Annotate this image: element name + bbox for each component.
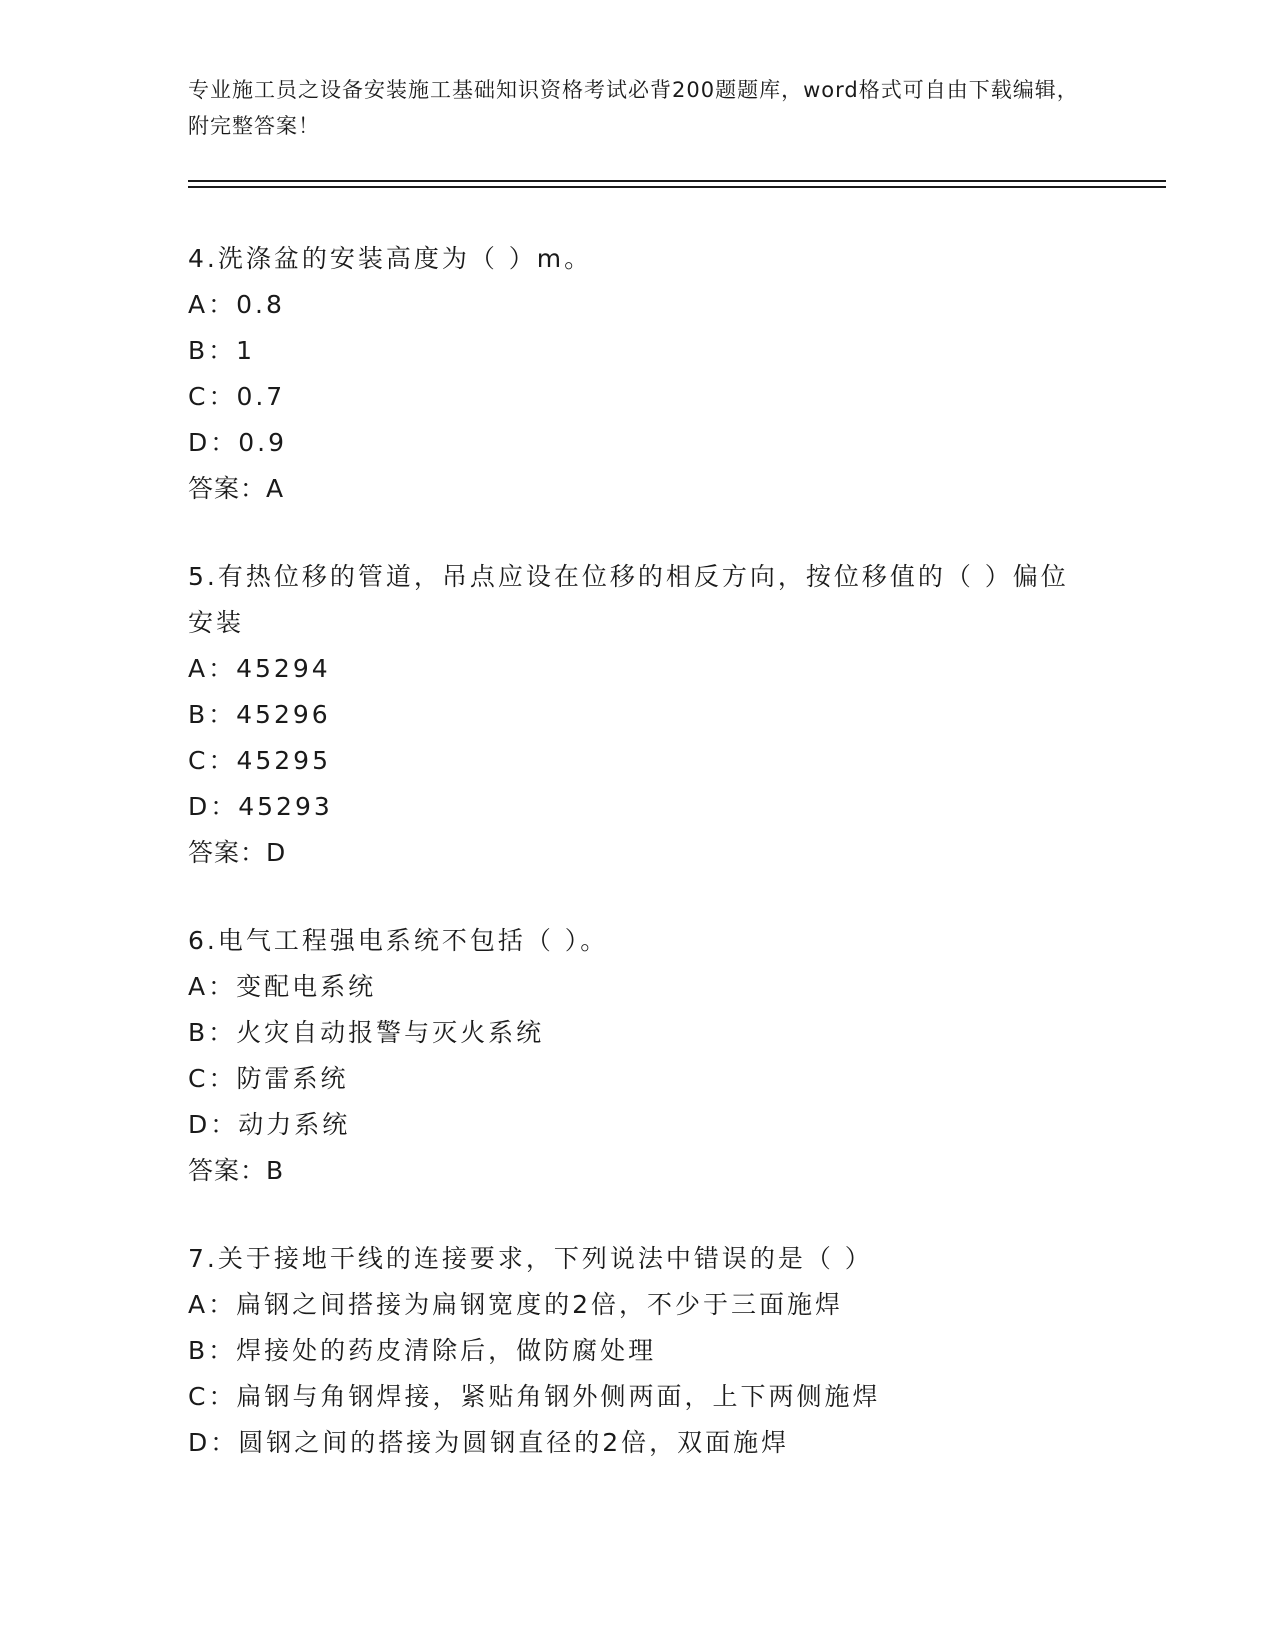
option-c: C：防雷系统 bbox=[188, 1064, 349, 1093]
option-c: C：45295 bbox=[188, 746, 331, 775]
question-stem: 5.有热位移的管道，吊点应设在位移的相反方向，按位移值的（ ）偏位安装 bbox=[188, 562, 1069, 637]
question-5 bbox=[188, 554, 1088, 876]
option-d: D：动力系统 bbox=[188, 1110, 351, 1139]
answer: 答案：A bbox=[188, 474, 285, 503]
option-b: B：45296 bbox=[188, 700, 331, 729]
option-d: D：圆钢之间的搭接为圆钢直径的2倍，双面施焊 bbox=[188, 1428, 790, 1457]
document-header: 专业施工员之设备安装施工基础知识资格考试必背200题题库，word格式可自由下载编辑，附完整答案！ bbox=[188, 78, 1079, 138]
question-7 bbox=[188, 1236, 1088, 1466]
option-b: B：火灾自动报警与灭火系统 bbox=[188, 1018, 545, 1047]
option-a: A：0.8 bbox=[188, 290, 285, 319]
option-c: C：扁钢与角钢焊接，紧贴角钢外侧两面，上下两侧施焊 bbox=[188, 1382, 881, 1411]
option-a: A：扁钢之间搭接为扁钢宽度的2倍，不少于三面施焊 bbox=[188, 1290, 844, 1319]
option-d: D：45293 bbox=[188, 792, 333, 821]
answer: 答案：D bbox=[188, 838, 287, 867]
option-b: B：焊接处的药皮清除后，做防腐处理 bbox=[188, 1336, 657, 1365]
option-a: A：变配电系统 bbox=[188, 972, 377, 1001]
question-stem: 4.洗涤盆的安装高度为（ ）m。 bbox=[188, 244, 593, 273]
option-c: C：0.7 bbox=[188, 382, 286, 411]
header-rule-bottom bbox=[188, 186, 1166, 188]
question-stem: 6.电气工程强电系统不包括（ ）。 bbox=[188, 926, 609, 955]
header-rule-top bbox=[188, 180, 1166, 182]
option-d: D：0.9 bbox=[188, 428, 288, 457]
question-stem: 7.关于接地干线的连接要求，下列说法中错误的是（ ） bbox=[188, 1244, 873, 1273]
option-b: B：1 bbox=[188, 336, 256, 365]
question-6 bbox=[188, 918, 1088, 1194]
answer: 答案：B bbox=[188, 1156, 285, 1185]
question-4 bbox=[188, 236, 1088, 512]
option-a: A：45294 bbox=[188, 654, 331, 683]
question-list bbox=[188, 236, 1088, 1508]
